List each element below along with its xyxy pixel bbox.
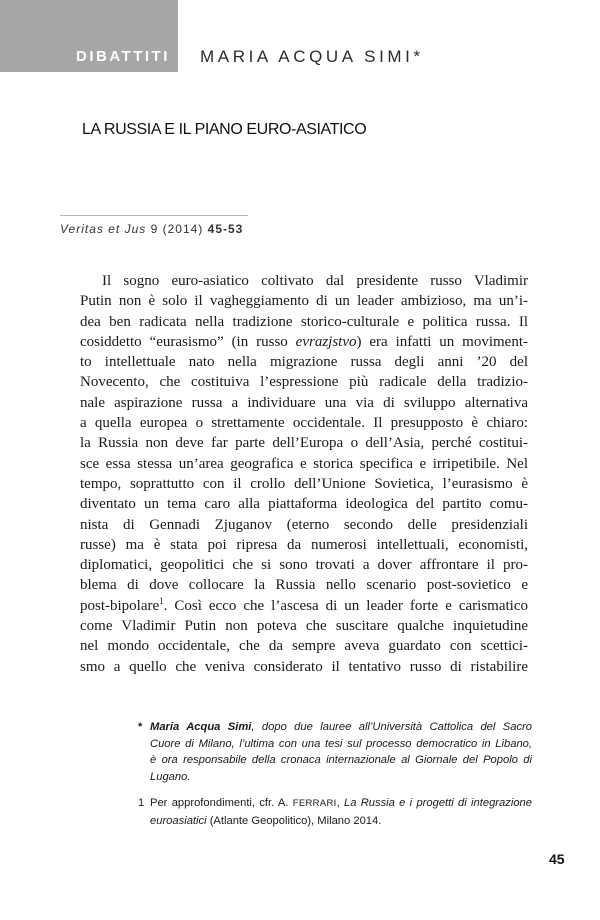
body-line: cosiddetto “eurasismo” (in russo evrazjstvo) era infatti un moviment- <box>80 333 528 350</box>
russian-term: evrazjstvo <box>295 333 357 350</box>
citation <box>60 222 243 236</box>
body-line: smo a quello che veniva considerato il tentativo russo di ristabilire <box>80 658 528 675</box>
article-title: LA RUSSIA E IL PIANO EURO-ASIATICO <box>82 121 367 138</box>
body-line: a quella europea o strettamente occidentale. Il presupposto è chiaro: <box>80 415 528 432</box>
footnote-author: * Maria Acqua Simi, dopo due lauree all’Università Cattolica del Sacro Cuore di Milano, l’ultima con una tesi sul processo democratico in Libano, è ora responsabile della cronaca internazionale al Giornale del Popolo di Lugano. <box>138 721 532 783</box>
body-line: Novecento, che costituiva l’espressione più radicale della tradizio- <box>80 374 528 391</box>
journal-name: Veritas et Jus <box>60 222 147 236</box>
body-line: diplomatici, geopolitici che si sono trovati a dover affrontare il pro- <box>80 557 528 574</box>
footnote-1: 1 Per approfondimenti, cfr. A. FERRARI, La Russia e i progetti di integrazione euroasiatici (Atlante Geopolitico), Milano 2014. <box>138 797 532 827</box>
body-line: blema di dove collocare la Russia nello scenario post-sovietico e <box>80 577 528 594</box>
footnote-ref-1[interactable]: 1 <box>159 595 164 606</box>
cited-author: FERRARI <box>292 798 337 810</box>
page-range: 45-53 <box>207 222 244 236</box>
body-line: nista di Gennadi Zjuganov (eterno secondo delle presidenziali <box>80 516 528 533</box>
cited-title: La Russia e i progetti di integrazione <box>343 797 532 810</box>
footnotes <box>138 719 532 830</box>
body-line: la Russia non deve far parte dell’Europa o dell’Asia, perché costitui- <box>80 435 528 452</box>
body-line: nel mondo occidentale, che da sempre aveva guardato con scettici- <box>80 638 528 655</box>
footnote-mark: * <box>138 721 143 733</box>
author-heading: MARIA ACQUA SIMI* <box>200 47 424 66</box>
page-number: 45 <box>549 851 565 867</box>
author-name: Maria Acqua Simi <box>150 721 252 733</box>
volume-year: 9 (2014) <box>146 222 208 236</box>
body-line: diventato un tema caro alla piattaforma ideologica del partito comu- <box>80 496 528 513</box>
footnote-mark: 1 <box>138 797 145 810</box>
body-line: nale aspirazione russa a individuare una via di sviluppo alternativa <box>80 394 528 411</box>
body-line: tempo, soprattutto con il crollo dell’Unione Sovietica, l’eurasismo è <box>80 475 528 492</box>
body-line: Putin non è solo il vagheggiamento di un leader ambizioso, ma un’i- <box>80 293 528 310</box>
body-line: come Vladimir Putin non poteva che suscitare qualche inquietudine <box>80 618 528 635</box>
body-line: sce essa stessa un’area geografica e storica specifica e irripetibile. Nel <box>80 455 528 472</box>
body-line: dea ben radicata nella tradizione storico-culturale e politica russa. Il <box>80 313 528 330</box>
body-text <box>80 271 528 677</box>
body-line: to intellettuale nato nella migrazione russa degli anni ’20 del <box>80 354 528 371</box>
body-line: russe) ma è stata poi ripresa da numerosi intellettuali, economisti, <box>80 536 528 553</box>
body-line: post-bipolare$^1$. Così ecco che l’ascesa di un leader forte e carismatico <box>80 595 528 614</box>
citation-rule <box>60 215 248 216</box>
body-line: Il sogno euro-asiatico coltivato dal presidente russo Vladimir <box>102 273 528 289</box>
section-label: DIBATTITI <box>76 48 170 65</box>
